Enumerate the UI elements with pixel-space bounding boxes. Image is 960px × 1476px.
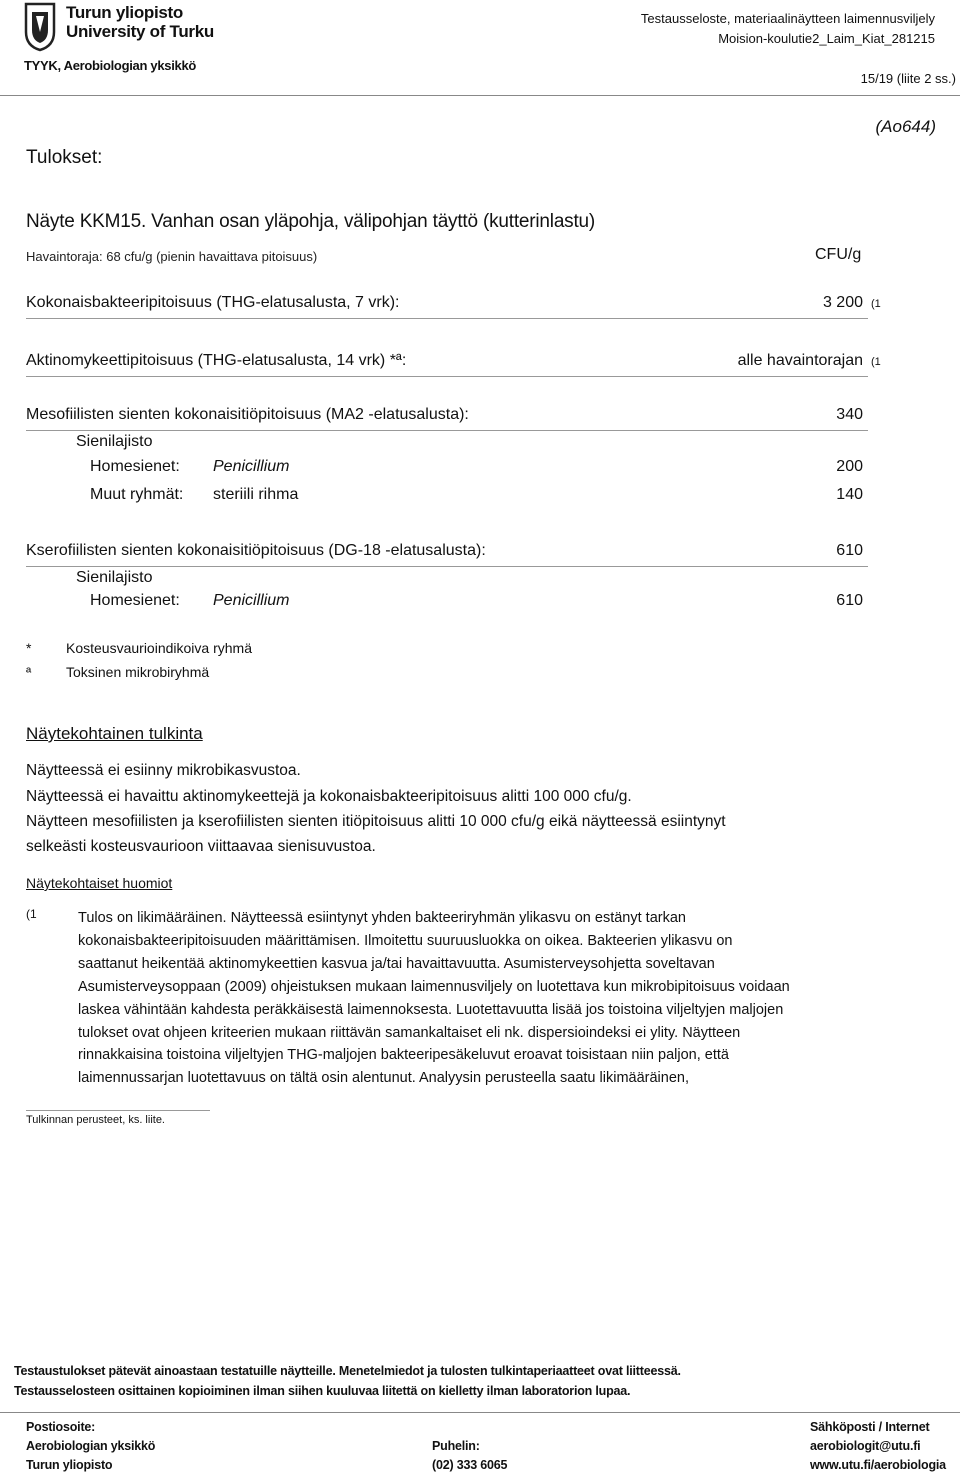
- total-bacteria-label: Kokonaisbakteeripitoisuus (THG-elatusalusta, 7 vrk):: [26, 294, 400, 311]
- interpretation-line-1: Näytteessä ei esiinny mikrobikasvustoa.: [26, 762, 301, 779]
- row-divider: [26, 376, 868, 377]
- total-bacteria-value: 3 200: [822, 294, 863, 311]
- email-link[interactable]: aerobiologit@utu.fi: [810, 1439, 921, 1453]
- legend-text-moisture: Kosteusvaurioindikoiva ryhmä: [66, 640, 252, 656]
- xerophilic-genus-1: Penicillium: [213, 592, 290, 609]
- actinomycetes-note: (1: [871, 356, 881, 368]
- row-divider: [26, 566, 868, 567]
- interpretation-heading: Näytekohtainen tulkinta: [26, 724, 203, 743]
- sample-title: Näyte KKM15. Vanhan osan yläpohja, välipohjan täyttö (kutterinlastu): [26, 211, 596, 232]
- legend-symbol-toxic: ª: [26, 664, 32, 680]
- postal-line-1: Aerobiologian yksikkö: [26, 1439, 156, 1453]
- header-divider: [0, 95, 960, 96]
- note-line: rinnakkaisina toistoina viljeltyjen THG-maljojen bakteeripesäkeluvut eroavat toisistaan niin paljon, että: [78, 1047, 729, 1064]
- notes-body: [78, 907, 878, 1090]
- note-line: tulokset ovat ohjeen kriteerien mukaan riittävän samankaltaiset eli nk. dispersioindeksi ei ylity. Näytteen: [78, 1024, 741, 1041]
- notes-heading: Näytekohtaiset huomiot: [26, 875, 173, 891]
- mesophilic-category-2: Muut ryhmät:: [90, 486, 184, 503]
- note-marker: (1: [26, 907, 37, 921]
- row-divider: [26, 318, 868, 319]
- footnote: Tulkinnan perusteet, ks. liite.: [26, 1114, 165, 1126]
- row-divider: [26, 430, 868, 431]
- unit-label: CFU/g: [815, 246, 862, 263]
- mesophilic-label: Mesofiilisten sienten kokonaisitiöpitoisuus (MA2 -elatusalusta):: [26, 406, 469, 423]
- interpretation-line-2: Näytteessä ei havaittu aktinomykeettejä ja kokonaisbakteeripitoisuus alitti 100 000 cfu/g.: [26, 788, 632, 805]
- actinomycetes-label: Aktinomykeettipitoisuus (THG-elatusalusta, 14 vrk) *ª:: [26, 352, 407, 369]
- xerophilic-label: Kserofiilisten sienten kokonaisitiöpitoisuus (DG-18 -elatusalusta):: [26, 542, 486, 559]
- mesophilic-value-1: 200: [836, 458, 863, 475]
- department-name: TYYK, Aerobiologian yksikkö: [24, 58, 197, 73]
- note-line: kokonaisbakteeripitoisuuden määrittämisen. Ilmoitettu suuruusluokka on oikea. Bakteerien ylikasvu on: [78, 932, 733, 949]
- email-label: Sähköposti / Internet: [810, 1420, 930, 1434]
- note-line: Asumisterveysoppaan (2009) ohjeistuksen mukaan laimennusviljely on luotettava kun mikrobipitoisuus voidaan: [78, 978, 790, 995]
- mesophilic-genus-1: Penicillium: [213, 458, 290, 475]
- disclaimer-line-2: Testausselosteen osittainen kopioiminen ilman siihen kuuluvaa liitettä on kielletty ilman laboratorion lupaa.: [14, 1384, 631, 1398]
- xerophilic-value-1: 610: [836, 592, 863, 609]
- note-line: laimennussarjan luotettavuus on tältä osin alentunut. Analyysin perusteella saatu likimääräinen,: [78, 1070, 689, 1087]
- actinomycetes-value: alle havaintorajan: [737, 352, 863, 369]
- note-line: laskea vähintään kahdesta peräkkäisestä laimennoksesta. Luotettavuutta lisää jos toistoina viljeltyjen maljojen: [78, 1001, 784, 1018]
- note-line: saattanut heikentää aktinomykeettien kasvua ja/tai havaittavuutta. Asumisterveysohjetta soveltavan: [78, 955, 715, 972]
- footnote-divider: [26, 1110, 210, 1111]
- website-link[interactable]: www.utu.fi/aerobiologia: [810, 1458, 946, 1472]
- results-heading: Tulokset:: [26, 147, 103, 168]
- interpretation-line-4: selkeästi kosteusvaurioon viittaavaa sienisuvustoa.: [26, 838, 376, 855]
- university-emblem-icon: [22, 2, 58, 52]
- legend-text-toxic: Toksinen mikrobiryhmä: [66, 664, 210, 680]
- interpretation-line-3: Näytteen mesofiilisten ja kserofiilisten sienten itiöpitoisuus alitti 10 000 cfu/g eikä näytteessä esiintynyt: [26, 813, 726, 830]
- mesophilic-genus-2: steriili rihma: [213, 486, 299, 503]
- total-bacteria-note: (1: [871, 298, 881, 310]
- university-name-en: University of Turku: [66, 22, 214, 41]
- phone-number: (02) 333 6065: [432, 1458, 508, 1472]
- postal-label: Postiosoite:: [26, 1420, 96, 1434]
- mesophilic-species-header: Sienilajisto: [76, 433, 153, 450]
- xerophilic-category-1: Homesienet:: [90, 592, 180, 609]
- document-title: Testausseloste, materiaalinäytteen laimennusviljely: [640, 11, 935, 26]
- footer-divider: [0, 1412, 960, 1413]
- mesophilic-category-1: Homesienet:: [90, 458, 180, 475]
- legend-symbol-moisture: *: [26, 640, 32, 656]
- document-subtitle: Moision-koulutie2_Laim_Kiat_281215: [718, 31, 935, 46]
- phone-label: Puhelin:: [432, 1439, 480, 1453]
- note-line: Tulos on likimääräinen. Näytteessä esiintynyt yhden bakteeriryhmän ylikasvu on estänyt tarkan: [78, 910, 686, 926]
- university-name-fi: Turun yliopisto: [66, 3, 184, 22]
- mesophilic-value-2: 140: [836, 486, 863, 503]
- xerophilic-value: 610: [836, 542, 863, 559]
- sample-code: (Ao644): [875, 117, 936, 136]
- postal-line-2: Turun yliopisto: [26, 1458, 113, 1472]
- mesophilic-value: 340: [836, 406, 863, 423]
- page-number: 15/19 (liite 2 ss.): [860, 71, 956, 86]
- xerophilic-species-header: Sienilajisto: [76, 569, 153, 586]
- disclaimer-line-1: Testaustulokset pätevät ainoastaan testatuille näytteille. Menetelmiedot ja tulosten tulkintaperiaatteet ovat liitteessä.: [14, 1364, 681, 1378]
- detection-limit: Havaintoraja: 68 cfu/g (pienin havaittava pitoisuus): [26, 249, 318, 264]
